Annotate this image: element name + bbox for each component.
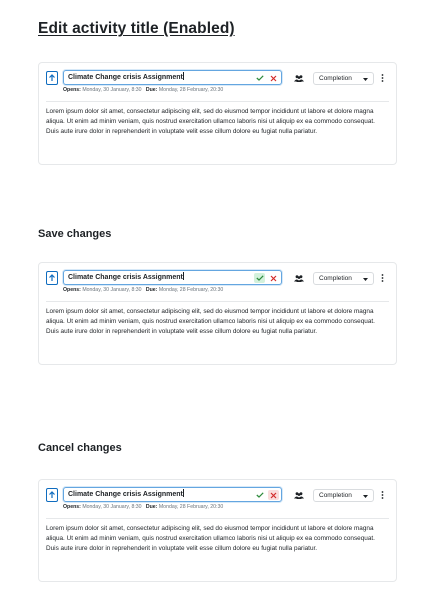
activity-title-value: Climate Change crisis Assignment [68, 491, 183, 498]
activity-dates: Opens: Monday, 30 January, 8:30 Due: Monday, 28 February, 20:30 [63, 287, 224, 293]
completion-label: Completion [319, 75, 352, 82]
activity-card-save-changes [38, 262, 397, 365]
cancel-title-button[interactable] [268, 273, 279, 283]
completion-label: Completion [319, 275, 352, 282]
group-mode-icon[interactable] [294, 275, 304, 282]
group-mode-icon[interactable] [294, 75, 304, 82]
assignment-upload-icon [46, 488, 58, 502]
save-title-button[interactable] [254, 273, 265, 283]
text-caret [183, 489, 184, 497]
close-icon [270, 492, 277, 499]
activity-description: Lorem ipsum dolor sit amet, consectetur adipiscing elit, sed do eiusmod tempor incididunt ut labore et dolore magna aliqua. Ut enim ad minim veniam, quis nostrud exercitation ullamco laboris nisi ut aliquip ex ea commodo consequat. Duis aute irure dolor in reprehenderit in voluptate velit esse cillum dolore eu fugiat nulla pariatur. [46, 525, 375, 552]
activity-dates: Opens: Monday, 30 January, 8:30 Due: Monday, 28 February, 20:30 [63, 87, 224, 93]
close-icon [270, 75, 277, 82]
assignment-upload-icon [46, 71, 58, 85]
section-heading-cancel-changes: Cancel changes [38, 442, 122, 454]
activity-title-input[interactable] [63, 487, 282, 502]
check-icon [256, 75, 264, 81]
completion-dropdown[interactable] [313, 272, 374, 285]
caret-down-icon [363, 78, 368, 81]
assignment-upload-icon [46, 271, 58, 285]
cancel-title-button[interactable] [268, 490, 279, 500]
activity-description: Lorem ipsum dolor sit amet, consectetur adipiscing elit, sed do eiusmod tempor incididunt ut labore et dolore magna aliqua. Ut enim ad minim veniam, quis nostrud exercitation ullamco laboris nisi ut aliquip ex ea commodo consequat. Duis aute irure dolor in reprehenderit in voluptate velit esse cillum dolore eu fugiat nulla pariatur. [46, 308, 375, 335]
save-title-button[interactable] [254, 73, 265, 83]
close-icon [270, 275, 277, 282]
caret-down-icon [363, 278, 368, 281]
divider [46, 518, 389, 519]
completion-label: Completion [319, 492, 352, 499]
activity-title-value: Climate Change crisis Assignment [68, 74, 183, 81]
caret-down-icon [363, 495, 368, 498]
completion-dropdown[interactable] [313, 489, 374, 502]
activity-title-input[interactable] [63, 270, 282, 285]
group-mode-icon[interactable] [294, 492, 304, 499]
cancel-title-button[interactable] [268, 73, 279, 83]
text-caret [183, 72, 184, 80]
more-actions-icon[interactable] [381, 74, 384, 82]
check-icon [256, 492, 264, 498]
more-actions-icon[interactable] [381, 274, 384, 282]
activity-description: Lorem ipsum dolor sit amet, consectetur adipiscing elit, sed do eiusmod tempor incididunt ut labore et dolore magna aliqua. Ut enim ad minim veniam, quis nostrud exercitation ullamco laboris nisi ut aliquip ex ea commodo consequat. Duis aute irure dolor in reprehenderit in voluptate velit esse cillum dolore eu fugiat nulla pariatur. [46, 108, 375, 135]
save-title-button[interactable] [254, 490, 265, 500]
completion-dropdown[interactable] [313, 72, 374, 85]
section-heading-save-changes: Save changes [38, 228, 112, 240]
activity-title-value: Climate Change crisis Assignment [68, 274, 183, 281]
text-caret [183, 272, 184, 280]
divider [46, 301, 389, 302]
activity-dates: Opens: Monday, 30 January, 8:30 Due: Monday, 28 February, 20:30 [63, 504, 224, 510]
activity-title-input[interactable] [63, 70, 282, 85]
check-icon [256, 275, 264, 281]
activity-card-enabled [38, 62, 397, 165]
more-actions-icon[interactable] [381, 491, 384, 499]
divider [46, 101, 389, 102]
page-title: Edit activity title (Enabled) [38, 20, 235, 37]
activity-card-cancel-changes [38, 479, 397, 582]
